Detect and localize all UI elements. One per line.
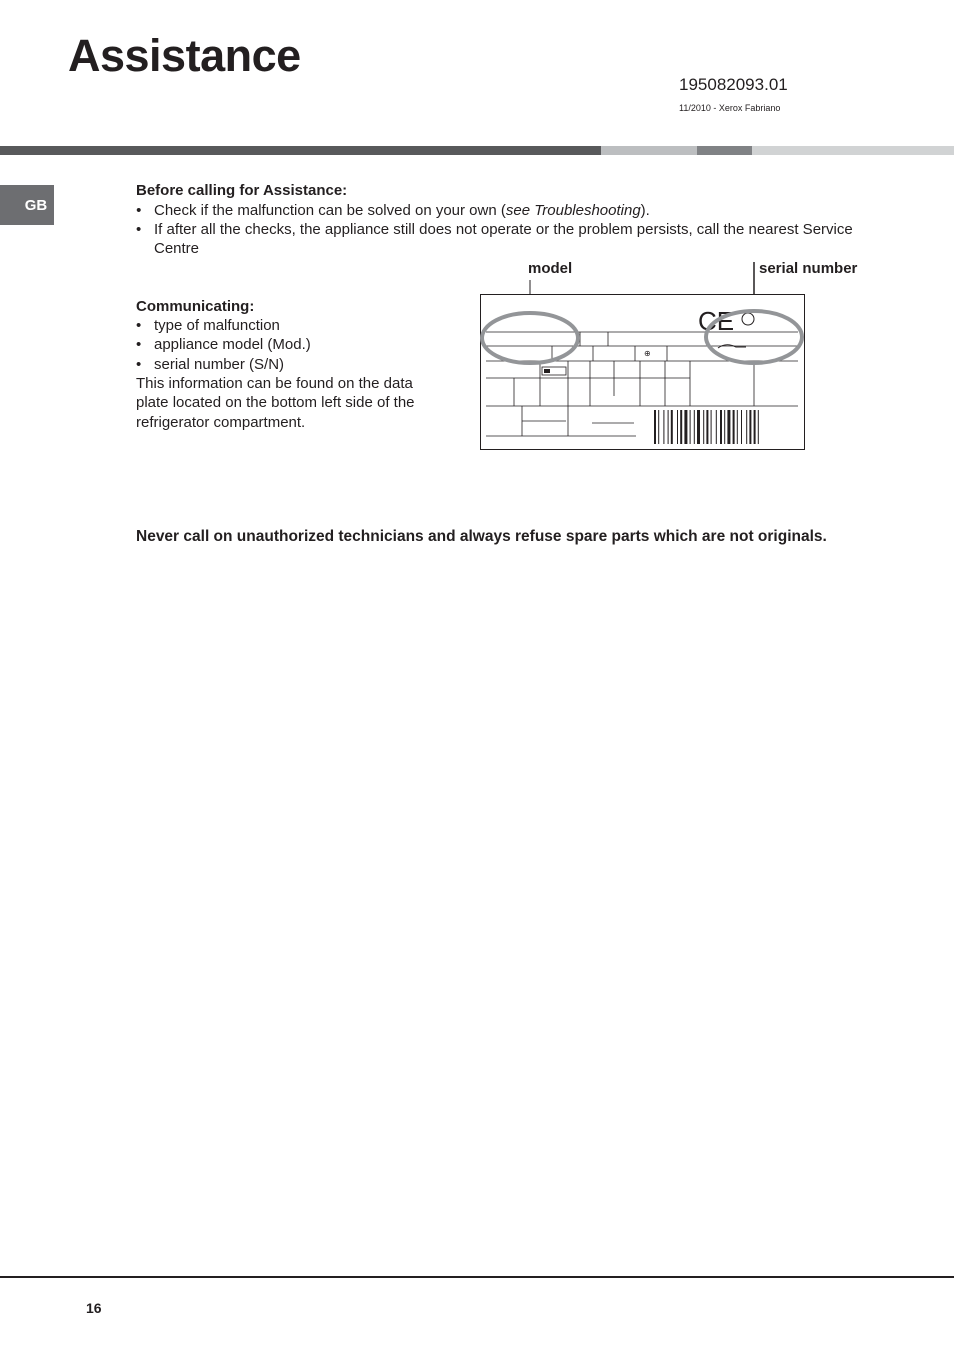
document-code: 195082093.01 [679, 75, 788, 94]
star-rating-icon-fill [544, 369, 550, 373]
barcode-bar [711, 410, 712, 444]
bullet: • [136, 221, 142, 238]
bullet: • [136, 336, 142, 353]
ce-mark: CE [698, 306, 735, 336]
page-title: Assistance [68, 30, 301, 81]
barcode-bar [741, 410, 742, 444]
barcode-bar [716, 410, 717, 444]
barcode-bar [749, 410, 751, 444]
barcode-bar [677, 410, 678, 444]
data-plate-location-text: This information can be found on the data plate located on the bottom left side of the refrigerator compartment. [136, 375, 415, 431]
barcode-bar [690, 410, 691, 444]
before-calling-heading: Before calling for Assistance: [136, 182, 348, 199]
header-bar-segment [0, 146, 601, 155]
troubleshooting-reference: see Troubleshooting [505, 202, 641, 219]
barcode-bar [737, 410, 738, 444]
footer-rule [0, 1276, 954, 1278]
language-tab [0, 185, 54, 225]
serial-number-label: serial number [759, 260, 858, 277]
list-item-text: serial number (S/N) [154, 356, 285, 373]
barcode-bar [703, 410, 704, 444]
barcode-bar [671, 410, 673, 444]
barcode-bar [727, 410, 730, 444]
document-date: 11/2010 - Xerox Fabriano [679, 103, 781, 113]
barcode-bar [733, 410, 735, 444]
communicating-heading: Communicating: [136, 298, 255, 315]
barcode-bar [658, 410, 659, 444]
bullet: • [136, 356, 142, 373]
language-tab-label: GB [24, 196, 48, 214]
barcode-bar [697, 410, 700, 444]
bullet: • [136, 202, 142, 219]
plug-symbol-icon: ⊕ [644, 349, 651, 358]
header-bar-segment [601, 146, 697, 155]
barcode-bar [694, 410, 695, 444]
barcode-bar [754, 410, 756, 444]
barcode-bar [746, 410, 747, 444]
barcode-bar [724, 410, 725, 444]
list-item-text: Check if the malfunction can be solved on your own ( [154, 202, 506, 219]
list-item-text: appliance model (Mod.) [154, 336, 311, 353]
list-item [136, 316, 280, 335]
warning-text: Never call on unauthorized technicians and always refuse spare parts which are not originals. [136, 528, 827, 545]
bullet: • [136, 317, 142, 334]
header-bar-segment [752, 146, 954, 155]
list-item [136, 355, 284, 374]
barcode-bar [758, 410, 759, 444]
barcode-bar [720, 410, 722, 444]
barcode-bar [680, 410, 682, 444]
data-plate-outline [481, 295, 805, 450]
list-item [136, 201, 896, 220]
header-bar-segment [697, 146, 752, 155]
list-item-text: type of malfunction [154, 317, 280, 334]
list-item-text: ). [640, 202, 650, 219]
model-label: model [528, 260, 573, 277]
barcode-bar [654, 410, 656, 444]
list-item-text: If after all the checks, the appliance still does not operate or the problem persists, call the nearest Service Centre [154, 221, 853, 258]
barcode-bar [668, 410, 669, 444]
data-plate-diagram [480, 260, 810, 452]
page-number: 16 [86, 1300, 102, 1316]
barcode-bar [684, 410, 687, 444]
barcode-bar [706, 410, 708, 444]
list-item [136, 335, 311, 354]
list-item [136, 220, 896, 259]
barcode-bar [663, 410, 664, 444]
